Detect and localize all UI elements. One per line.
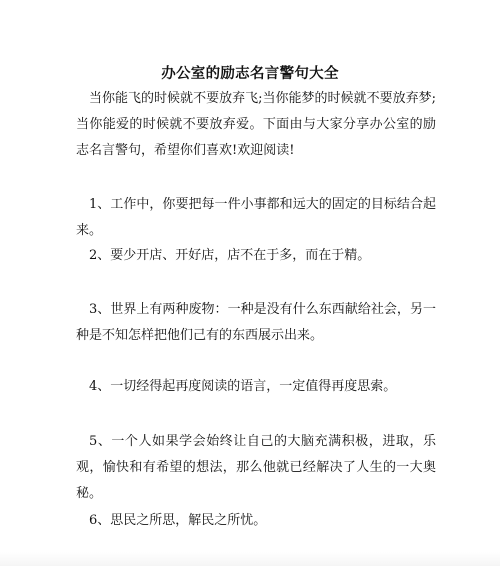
- page-bottom-edge: [0, 552, 500, 566]
- intro-paragraph: 当你能飞的时候就不要放弃飞;当你能梦的时候就不要放弃梦;当你能爱的时候就不要放弃爱。下面由与大家分享办公室的励志名言警句，希望你们喜欢!欢迎阅读!: [76, 91, 436, 158]
- quote-item: 6、思民之所思，解民之所忧。: [89, 513, 267, 528]
- quote-item: 4、一切经得起再度阅读的语言，一定值得再度思索。: [89, 379, 397, 394]
- quote-item: 5、一个人如果学会始终让自己的大脑充满积极，进取，乐观，愉快和有希望的想法，那么他就已经解决了人生的一大奥秘。: [76, 434, 436, 501]
- quote-item: 2、要少开店、开好店，店不在于多，而在于精。: [89, 248, 371, 263]
- quote-item: 1、工作中，你要把每一件小事都和远大的固定的目标结合起来。: [76, 197, 436, 238]
- document-title: 办公室的励志名言警句大全: [161, 66, 339, 82]
- quote-item: 3、世界上有两种废物：一种是没有什么东西献给社会，另一种是不知怎样把他们己有的东西展示出来。: [76, 302, 436, 343]
